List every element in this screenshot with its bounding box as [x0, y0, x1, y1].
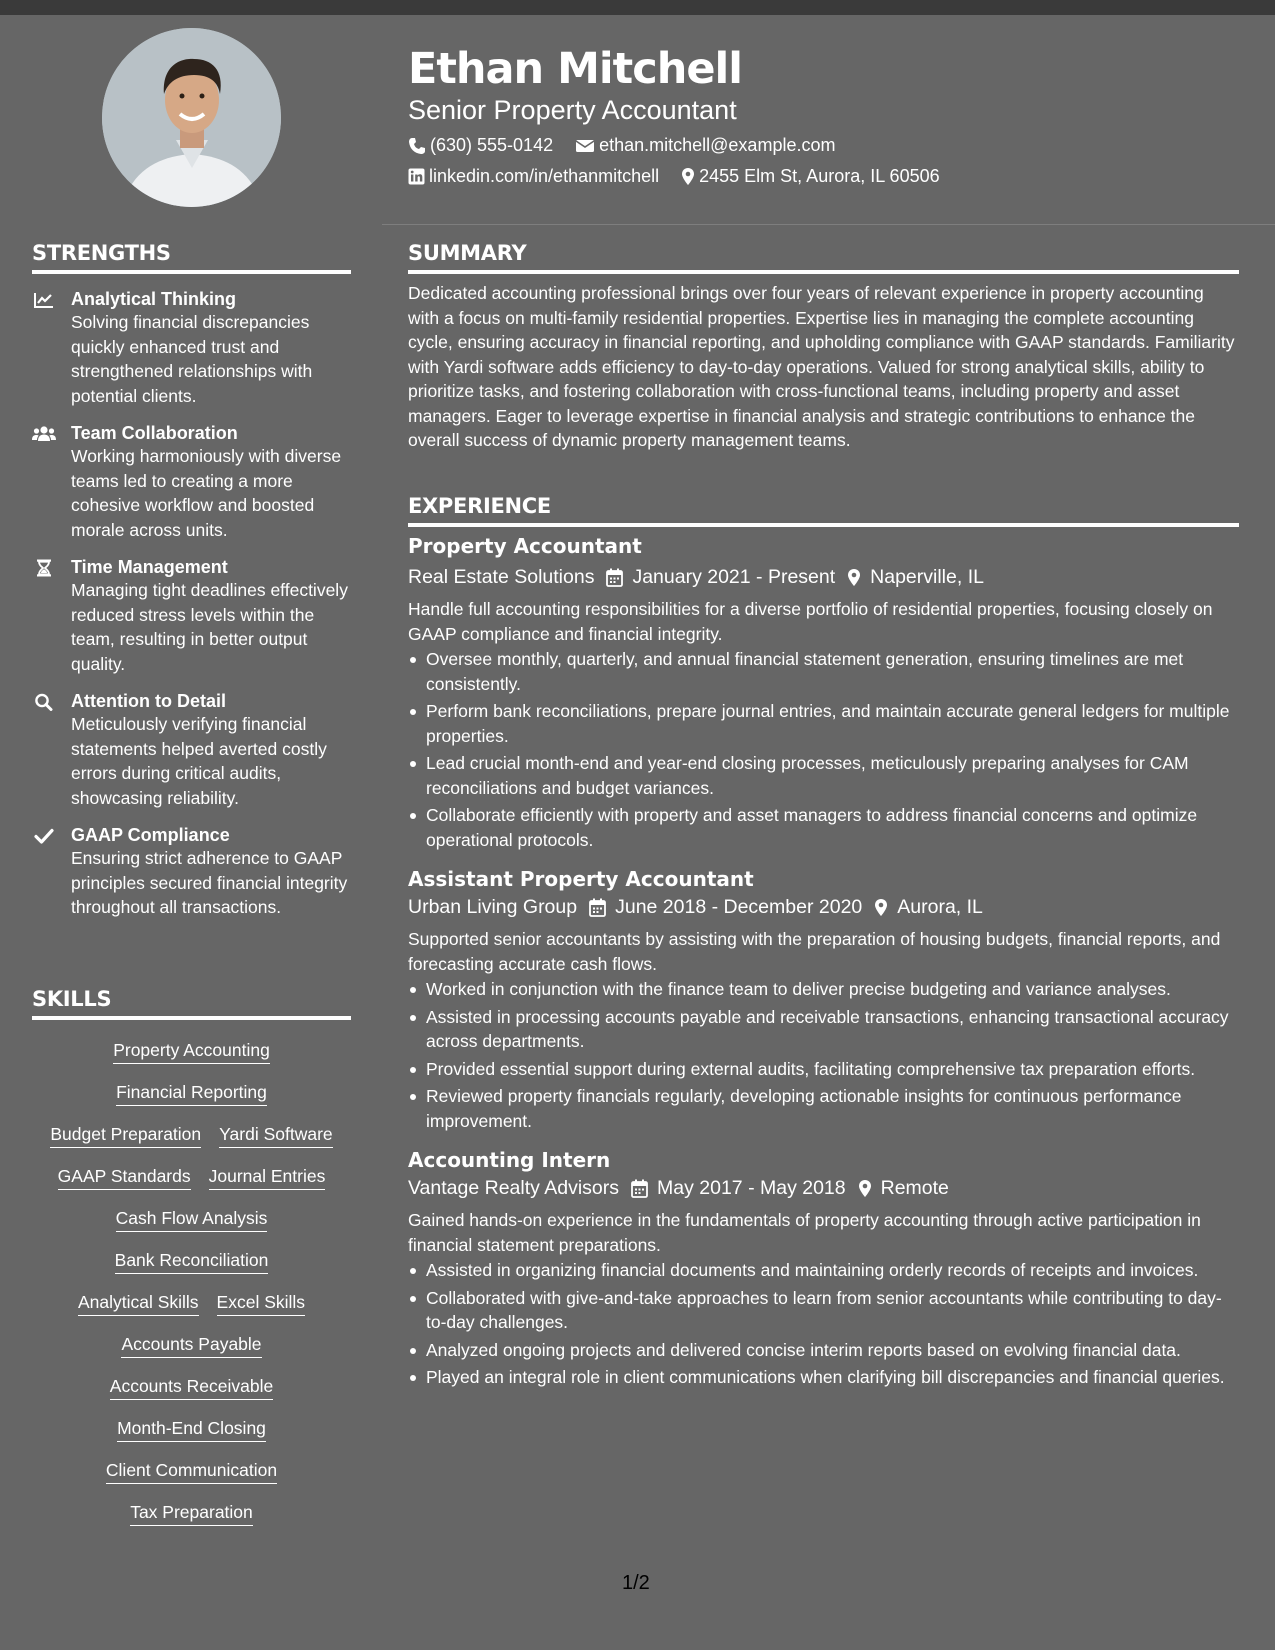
strength-title: Team Collaboration: [71, 423, 238, 443]
summary-text: Dedicated accounting professional brings over four years of relevant experience in property accounting with a focus on multi-family residential properties. Expertise lies in managing the complete accounting cycle, ensuring accuracy in financial reporting, and upholding compliance with GAAP standards. Familiarity with Yardi software adds efficiency to day-to-day operations. Valued for strong analytical skills, ability to prioritize tasks, and fostering collaboration with cross-functional teams, including property and asset managers. Eager to leverage expertise in financial analysis and strategic contributions to enhance the overall success of dynamic property management teams.: [408, 283, 1235, 450]
skill-tag: GAAP Standards: [58, 1165, 191, 1190]
skill-tag: Financial Reporting: [116, 1081, 267, 1106]
page-number: 1/2: [622, 1572, 650, 1594]
linkedin-text: linkedin.com/in/ethanmitchell: [429, 166, 660, 186]
job-company: Urban Living Group: [408, 896, 578, 918]
bullet-item: Collaborated with give-and-take approaches to learn from senior accountants while contributing to day-to-day challenges.: [408, 1286, 1239, 1335]
bullet-item: Lead crucial month-end and year-end closing processes, meticulously preparing analyses for CAM reconciliations and budget variances.: [408, 751, 1239, 800]
strengths-section: [32, 241, 351, 920]
bullet-item: Played an integral role in client communications when clarifying bill discrepancies and financial queries.: [408, 1365, 1239, 1390]
linkedin-icon: [408, 168, 425, 185]
profile-photo: [102, 28, 281, 207]
experience-heading: EXPERIENCE: [408, 494, 1239, 527]
search-icon: [34, 693, 54, 711]
bullet-item: Perform bank reconciliations, prepare journal entries, and maintain accurate general ledgers for multiple properties.: [408, 699, 1239, 748]
contact-row-1: [408, 135, 857, 156]
skill-tag: Client Communication: [106, 1459, 277, 1484]
skill-tag: Budget Preparation: [50, 1123, 201, 1148]
chart-line-icon: [34, 291, 54, 309]
address-contact: [681, 166, 940, 187]
contact-row-2: [408, 166, 962, 187]
skill-tag: Cash Flow Analysis: [116, 1207, 268, 1232]
skill-tag: Month-End Closing: [117, 1417, 266, 1442]
job-bullets: [408, 1258, 1239, 1390]
check-icon: [34, 827, 54, 845]
bullet-item: Reviewed property financials regularly, developing actionable insights for continuous performance improvement.: [408, 1084, 1239, 1133]
map-marker-icon: [874, 898, 888, 917]
skill-tag: Property Accounting: [113, 1039, 270, 1064]
address-text: 2455 Elm St, Aurora, IL 60506: [699, 166, 940, 186]
job-title: Property Accountant: [408, 534, 642, 558]
calendar-icon: [589, 898, 606, 917]
bullet-item: Provided essential support during external audits, facilitating comprehensive tax preparation efforts.: [408, 1057, 1239, 1082]
strength-item: [32, 690, 351, 810]
bullet-item: Assisted in organizing financial documents and maintaining orderly records of receipts and invoices.: [408, 1258, 1239, 1283]
email-text: ethan.mitchell@example.com: [599, 135, 836, 155]
strength-description: Managing tight deadlines effectively reduced stress levels within the team, resulting in better output quality.: [71, 580, 348, 674]
job-title: Accounting Intern: [408, 1148, 611, 1172]
bullet-item: Analyzed ongoing projects and delivered concise interim reports based on evolving financial data.: [408, 1338, 1239, 1363]
map-marker-icon: [847, 568, 861, 587]
skill-tag: Tax Preparation: [130, 1501, 253, 1526]
job-title: Assistant Property Accountant: [408, 867, 754, 891]
job-entry: [408, 1147, 1239, 1390]
strength-item: [32, 288, 351, 408]
header-divider: [382, 224, 1275, 225]
job-bullets: [408, 647, 1239, 852]
job-dates: May 2017 - May 2018: [657, 1177, 846, 1199]
skill-tag: Yardi Software: [219, 1123, 332, 1148]
strength-description: Ensuring strict adherence to GAAP principles secured financial integrity throughout all transactions.: [71, 848, 348, 917]
job-entry: [408, 866, 1239, 1133]
calendar-icon: [631, 1179, 648, 1198]
skill-tag: Accounts Payable: [121, 1333, 261, 1358]
strength-item: [32, 824, 351, 920]
skills-section: [32, 987, 351, 1534]
job-bullets: [408, 977, 1239, 1133]
map-marker-icon: [858, 1179, 872, 1198]
job-location: Aurora, IL: [897, 896, 983, 918]
hourglass-icon: [36, 559, 52, 577]
skill-tag: Excel Skills: [217, 1291, 306, 1316]
strength-title: Time Management: [71, 557, 228, 577]
strength-title: Attention to Detail: [71, 691, 226, 711]
top-bar: [0, 0, 1275, 15]
strengths-heading: STRENGTHS: [32, 241, 351, 274]
job-company: Vantage Realty Advisors: [408, 1177, 620, 1199]
strength-item: [32, 556, 351, 676]
phone-icon: [408, 137, 426, 155]
candidate-name: Ethan Mitchell: [408, 44, 742, 94]
summary-section: [408, 241, 1239, 453]
job-dates: January 2021 - Present: [632, 566, 836, 588]
linkedin-contact[interactable]: [408, 166, 659, 187]
skill-tag: Journal Entries: [209, 1165, 326, 1190]
summary-heading: SUMMARY: [408, 241, 1239, 274]
skill-tag: Bank Reconciliation: [115, 1249, 269, 1274]
strength-title: GAAP Compliance: [71, 825, 230, 845]
job-location: Remote: [880, 1177, 949, 1199]
skills-heading: SKILLS: [32, 987, 351, 1020]
job-company: Real Estate Solutions: [408, 566, 595, 588]
email-contact[interactable]: [575, 135, 835, 156]
job-entry: [408, 533, 1239, 852]
job-summary: Gained hands-on experience in the fundamentals of property accounting through active participation in financial statement preparations.: [408, 1210, 1201, 1255]
skill-tag: Accounts Receivable: [110, 1375, 273, 1400]
job-summary: Handle full accounting responsibilities for a diverse portfolio of residential properties, focusing closely on GAAP compliance and financial integrity.: [408, 599, 1213, 644]
job-meta: [408, 894, 1239, 920]
candidate-title: Senior Property Accountant: [408, 95, 737, 125]
skills-list: [32, 1030, 351, 1534]
job-location: Naperville, IL: [870, 566, 984, 588]
strength-description: Meticulously verifying financial statements helped averted costly errors during critical audits, showcasing reliability.: [71, 714, 327, 808]
job-dates: June 2018 - December 2020: [615, 896, 863, 918]
phone-text: (630) 555-0142: [430, 135, 554, 155]
strength-title: Analytical Thinking: [71, 289, 237, 309]
bullet-item: Oversee monthly, quarterly, and annual financial statement generation, ensuring timelines are met consistently.: [408, 647, 1239, 696]
skill-tag: Analytical Skills: [78, 1291, 199, 1316]
phone-contact[interactable]: [408, 135, 553, 156]
bullet-item: Collaborate efficiently with property and asset managers to address financial concerns and optimize operational protocols.: [408, 803, 1239, 852]
envelope-icon: [575, 138, 595, 154]
job-summary: Supported senior accountants by assisting with the preparation of housing budgets, financial reports, and forecasting accurate cash flows.: [408, 929, 1221, 974]
calendar-icon: [606, 568, 623, 587]
strength-description: Working harmoniously with diverse teams led to creating a more cohesive workflow and boosted morale across units.: [71, 446, 342, 540]
bullet-item: Worked in conjunction with the finance team to deliver precise budgeting and variance analyses.: [408, 977, 1239, 1002]
strength-description: Solving financial discrepancies quickly enhanced trust and strengthened relationships with potential clients.: [71, 312, 313, 406]
job-meta: [408, 1175, 1239, 1201]
bullet-item: Assisted in processing accounts payable and receivable transactions, enhancing transactional accuracy across departments.: [408, 1005, 1239, 1054]
users-icon: [32, 425, 56, 443]
strength-item: [32, 422, 351, 542]
map-marker-icon: [681, 167, 695, 186]
experience-section: [408, 494, 1239, 1393]
job-meta: [408, 564, 1239, 590]
